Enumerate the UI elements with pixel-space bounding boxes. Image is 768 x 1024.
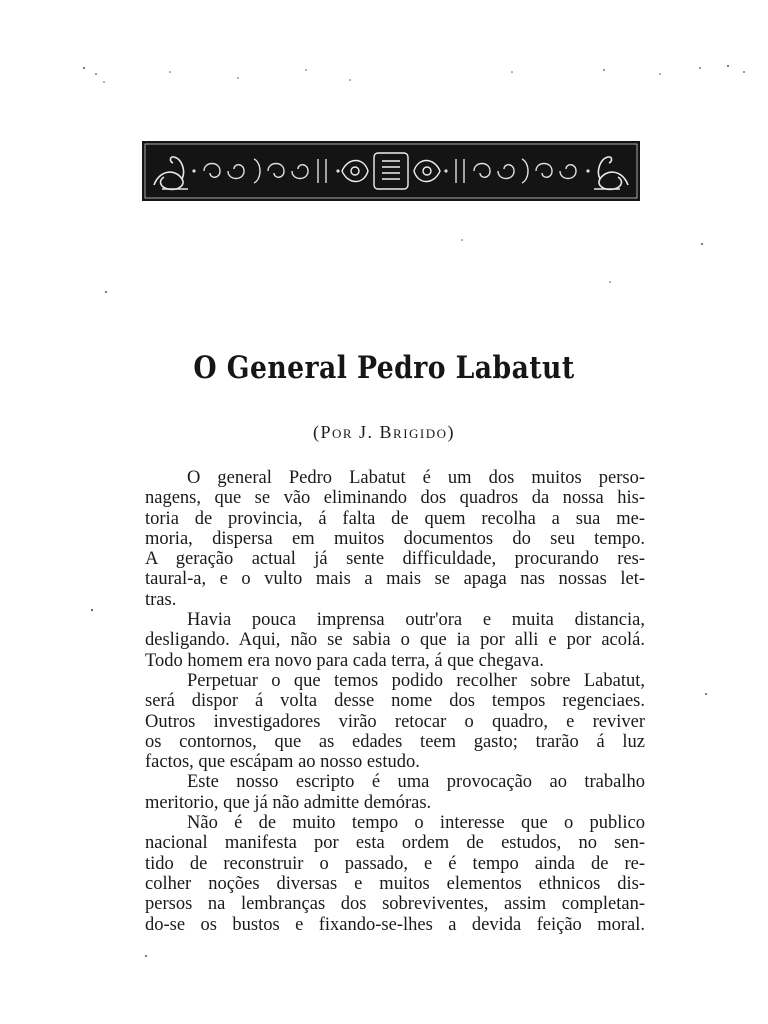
text-line: Este nosso escripto é uma provocação ao trabalho	[187, 772, 645, 793]
text-line: colher noções diversas e muitos elementos ethnicos dis-	[145, 873, 645, 894]
text-line: taural-a, e o vulto mais a mais se apaga nas nossas let-	[145, 569, 645, 590]
text-line: Outros investigadores virão retocar o quadro, e reviver	[145, 711, 645, 732]
text-line: do-se os bustos e fixando-se-lhes a devida feição moral.	[145, 914, 645, 935]
text-line: factos, que escápam ao nosso estudo.	[145, 752, 420, 773]
text-line: O general Pedro Labatut é um dos muitos perso-	[187, 468, 645, 488]
text-line: Não é de muito tempo o interesse que o publico	[187, 813, 645, 834]
text-line: será dispor á volta desse nome dos tempos regenciaes.	[145, 691, 645, 712]
text-line: desligando. Aqui, não se sabia o que ia por alli e por acolá.	[145, 630, 645, 651]
text-line: tras.	[145, 589, 177, 610]
ornamental-header-band	[142, 141, 640, 201]
text-line: os contornos, que as edades teem gasto; trarão á luz	[145, 731, 645, 752]
text-line: A geração actual já sente difficuldade, procurando res-	[145, 549, 645, 570]
text-line: moria, dispersa em muitos documentos do seu tempo.	[145, 528, 645, 549]
text-line: nacional manifesta por esta ordem de estudos, no sen-	[145, 833, 645, 854]
author-byline: (Por J. Brigido)	[312, 422, 456, 442]
text-line: Havia pouca imprensa outr'ora e muita distancia,	[187, 610, 645, 631]
text-line: meritorio, que já não admitte demóras.	[145, 792, 432, 813]
text-line: Perpetuar o que temos podido recolher sobre Labatut,	[187, 670, 645, 691]
text-line: Todo homem era novo para cada terra, á que chegava.	[145, 650, 544, 671]
text-line: toria de provincia, á falta de quem recolha a sua me-	[145, 508, 645, 529]
article-body	[145, 468, 645, 935]
text-line: nagens, que se vão eliminando dos quadros da nossa his-	[145, 488, 645, 509]
page-title: O General Pedro Labatut	[193, 350, 575, 386]
text-line: tido de reconstruir o passado, e é tempo ainda de re-	[145, 853, 645, 874]
text-line: persos na lembranças dos sobreviventes, assim completan-	[145, 894, 645, 915]
